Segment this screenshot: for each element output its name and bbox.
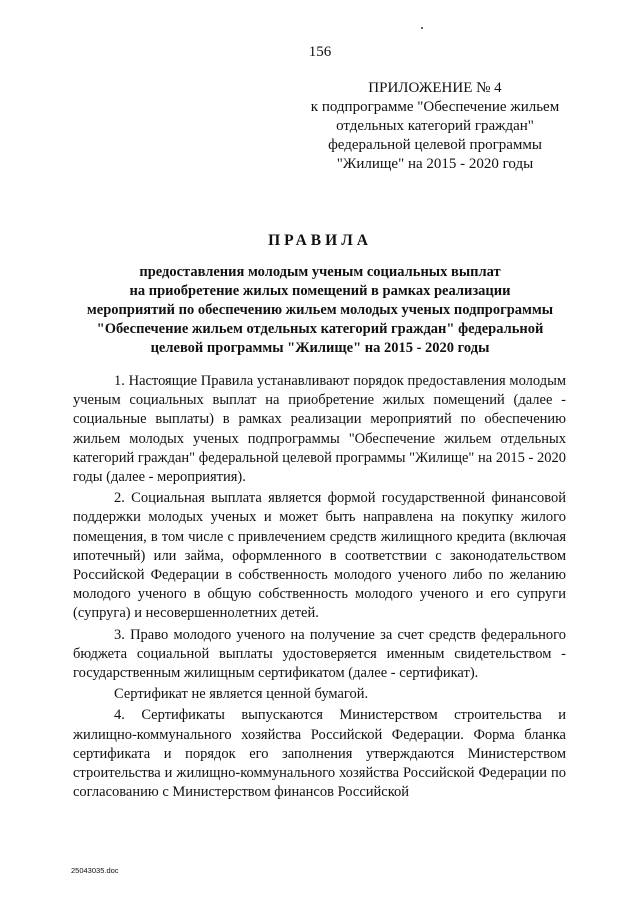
paragraph-3: 3. Право молодого ученого на получение за счет средств федерального бюджета социальной выплаты удостоверяется именным свидетельством - государственным жилищным сертификатом (далее - сертификат). bbox=[73, 626, 566, 682]
page-number: 156 bbox=[308, 44, 332, 60]
appendix-line: ПРИЛОЖЕНИЕ № 4 bbox=[368, 80, 502, 96]
paragraph-4: 4. Сертификаты выпускаются Министерством строительства и жилищно-коммунального хозяйства Российской Федерации. Форма бланка сертификата и порядок его заполнения утверждаются Министерством строительства и жилищно-коммунального хозяйства Российской Федерации по согласованию с Министерством финансов Российской bbox=[73, 707, 566, 801]
appendix-line: федеральной целевой программы bbox=[328, 137, 542, 153]
appendix-header bbox=[290, 79, 580, 174]
file-name-footer: 25043035.doc bbox=[71, 866, 119, 875]
scan-dot bbox=[421, 27, 423, 29]
paragraph-2: 2. Социальная выплата является формой государственной финансовой поддержки молодых ученых и может быть направлена на покупку жилого помещения, в том числе с привлечением средств жилищного кредита (включая ипотечный) или займа, оформленного в соответствии с законодательством Российской Федерации в собственность молодого ученого либо по желанию молодого ученого в общую собственность молодого ученого и его супруги (супруга) и несовершеннолетних детей. bbox=[73, 490, 566, 622]
paragraph-3-note: Сертификат не является ценной бумагой. bbox=[114, 686, 369, 703]
document-title: ПРАВИЛА bbox=[268, 232, 372, 249]
subtitle-line: на приобретение жилых помещений в рамках реализации bbox=[129, 283, 511, 299]
document-subtitle bbox=[62, 263, 578, 358]
paragraph-1: 1. Настоящие Правила устанавливают порядок предоставления молодым ученым социальных выплат на приобретение жилых помещений (далее - социальные выплаты) в рамках реализации мероприятий по обеспечению жильем молодых ученых подпрограммы "Обеспечение жильем отдельных категорий граждан" федеральной целевой программы "Жилище" на 2015 - 2020 годы (далее - мероприятия). bbox=[73, 373, 566, 486]
subtitle-line: предоставления молодым ученым социальных выплат bbox=[139, 264, 501, 280]
subtitle-line: "Обеспечение жильем отдельных категорий граждан" федеральной bbox=[96, 321, 544, 337]
subtitle-line: мероприятий по обеспечению жильем молодых ученых подпрограммы bbox=[86, 302, 554, 318]
document-body bbox=[73, 372, 566, 804]
appendix-line: к подпрограмме "Обеспечение жильем bbox=[310, 99, 560, 115]
appendix-line: "Жилище" на 2015 - 2020 годы bbox=[336, 156, 534, 172]
subtitle-line: целевой программы "Жилище" на 2015 - 2020 годы bbox=[150, 340, 490, 356]
appendix-line: отдельных категорий граждан" bbox=[336, 118, 534, 134]
